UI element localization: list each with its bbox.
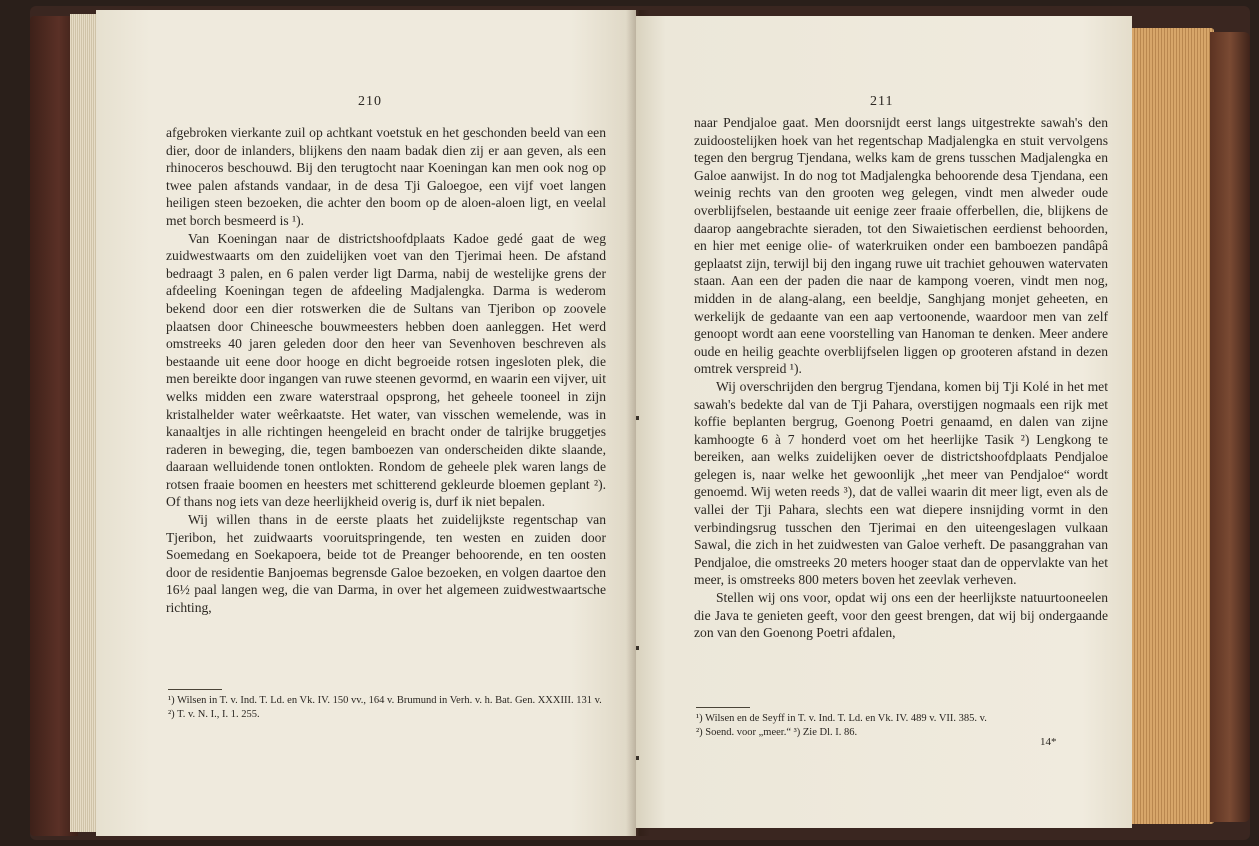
margin-mark <box>636 646 639 650</box>
paragraph: Wij willen thans in de eerste plaats het zuidelijkste regentschap van Tjeribon, het zuidwaarts vooruitspringende, ten westen en zuiden door Soemedang en Soekapoera, beide tot de Preanger behoorende, en ten oosten door de residentie Banjoemas begrensde Galoe bezoeken, en volgen daartoe den 16½ paal langen weg, die van Darma, in over het algemeen zuidwestwaartsche richting, <box>166 512 606 616</box>
right-page-number: 211 <box>870 94 894 109</box>
left-page <box>96 10 636 836</box>
footnote: ²) T. v. N. I., I. 1. 255. <box>168 709 260 720</box>
margin-mark <box>636 416 639 420</box>
paragraph: Stellen wij ons voor, opdat wij ons een der heerlijkste natuurtooneelen die Java te genieten geeft, voor den geest brengen, dat wij bij ondergaande zon van den Goenong Poetri afdalen, <box>694 590 1108 641</box>
right-cover <box>1210 32 1250 822</box>
right-page <box>636 16 1132 828</box>
left-footnotes <box>168 694 608 722</box>
footnote: ¹) Wilsen in T. v. Ind. T. Ld. en Vk. IV. 150 vv., 164 v. Brumund in Verh. v. h. Bat. Gen. XXXIII. 131 v. <box>168 695 602 706</box>
paragraph: afgebroken vierkante zuil op achtkant voetstuk en het geschonden beeld van een dier, door de inlanders, blijkens den naam badak dien zij er aan geven, als een rhinoceros beschouwd. Bij den terugtocht naar Koeningan kan men ook nog op twee palen afstands vandaar, in de desa Tji Galoegoe, een vijf voet langen heiligen steen bezoeken, die achter den boom op de aloen-aloen ligt, en veelal met borch besmeerd is ¹). <box>166 125 606 228</box>
left-page-body <box>166 124 606 617</box>
footnote: ²) Soend. voor „meer.“ ³) Zie Dl. I. 86. <box>696 727 858 738</box>
right-page-edges <box>1128 28 1214 824</box>
paragraph: Van Koeningan naar de districtshoofdplaats Kadoe gedé gaat de weg zuidwestwaarts om den zuidelijken voet van den Tjerimai heen. De afstand bedraagt 3 palen, en 6 palen verder ligt Darma, nabij de westelijke grens der afdeeling Koeningan tegen de afdeeling Madjalengka. Darma is wederom bekend door een dier rotswerken die de Sultans van Tjeribon op zoovele plaatsen door Chineesche bouwmeesters hebben doen aanleggen. Het werd omstreeks 40 jaren geleden door den heer van Sevenhoven beschreven als bestaande uit eene door hooge en dicht begroeide rotsen ingesloten plek, die men bereikte door ingangen van ruwe steenen gevormd, en waarin een vijver, uit welks midden een zware waterstraal opsprong, het geheele tooneel in zijn kristalhelder water weêrkaatste. Het water, van visschen wemelende, was in kanaaltjes in alle richtingen heengeleid en bracht onder de talrijke bruggetjes raderen in beweging, die, tegen bamboezen van onderscheiden dikte slaande, daaraan welluidende tonen ontlokten. Rondom de geheele plek waren langs de rotsen fraaie boomen en heesters met schitterend gekleurde bloemen geplant ²). Of thans nog iets van deze heerlijkheid overig is, durf ik niet bepalen. <box>166 230 606 510</box>
book <box>30 6 1250 840</box>
footnote-divider <box>168 689 222 690</box>
paragraph: naar Pendjaloe gaat. Men doorsnijdt eerst langs uitgestrekte sawah's den zuidoostelijken hoek van het regentschap Madjalengka en stuit vervolgens tegen den bergrug Tjendana, welks kam de grens tusschen Madjalengka en Galoe aanwijst. In do nog tot Madjalengka behoorende desa Tjendana, een weinig rechts van den grooten weg gelegen, vindt men alweder oude overblijfselen, bestaande uit eenige zeer fraaie offerbellen, die, blijkens de daarop aangebrachte sieraden, tot den Siwaietischen eerdienst behoorden, en hier met eenige olie- of waterkruiken onder een bamboezen pandâpâ geplaatst zijn, terwijl bij den ingang ruwe uit trachiet gehouwen watervaten staan. Aan een der paden die naar de kampong voeren, vindt men nog, midden in de alang-alang, een beeldje, Sanghjang monjet geheeten, en werkelijk de gedaante van een aap vertoonende, waardoor men van zelf genoopt wordt aan eene voorstelling van Hanoman te denken. Meer andere oude en heilig geachte overblijfselen liggen op grooteren afstand in dezen omtrek verspreid ¹). <box>694 115 1108 377</box>
footnote-divider <box>696 707 750 708</box>
left-page-number: 210 <box>358 94 382 109</box>
signature-mark: 14* <box>1040 736 1057 748</box>
footnote: ¹) Wilsen en de Seyff in T. v. Ind. T. Ld. en Vk. IV. 489 v. VII. 385. v. <box>696 713 987 724</box>
paragraph: Wij overschrijden den bergrug Tjendana, komen bij Tji Kolé in het met sawah's bedekte dal van de Tji Pahara, overstijgen nogmaals een rijk met koffie beplanten bergrug, Goenong Poetri genaamd, en dalen van zijne kamhoogte 6 à 7 honderd voet om het heerlijke Tasik ²) Lengkong te bereiken, aan welks zuidelijken oever de districtshoofdplaats Pendjaloe gelegen is, naar welke het gewoonlijk „het meer van Pendjaloe“ wordt genoemd. Wij weten reeds ³), dat de vallei waarin dit meer ligt, even als de vallei der Tji Pahara, slechts een wat diepere insnijding vormt in den verbindingsrug tusschen den Tjerimai en den uiteengeslagen vulkaan Sawal, die zich in het zuidwesten van Galoe verheft. De pasanggrahan van Pendjaloe, die omstreeks 20 meters hooger staat dan de oppervlakte van het meer, is omstreeks 800 meters boven het zeevlak verheven. <box>694 378 1108 588</box>
margin-mark <box>636 756 639 760</box>
right-page-body <box>694 114 1108 642</box>
